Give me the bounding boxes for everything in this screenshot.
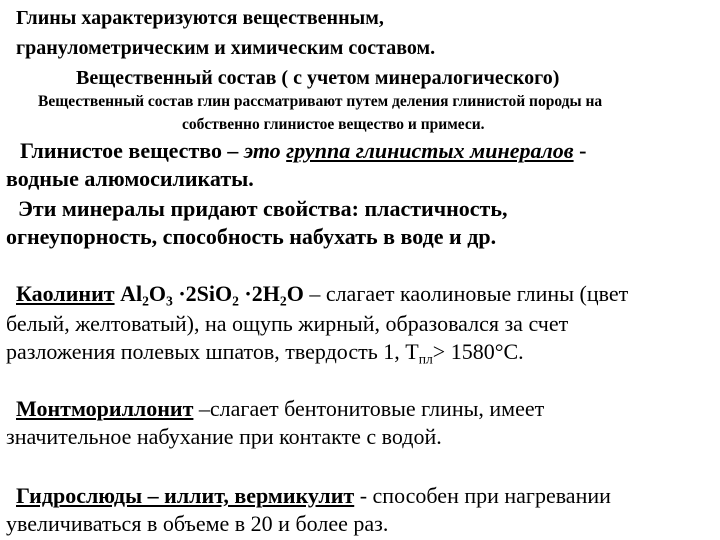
- intro-line-2: гранулометрическим и химическим составом.: [16, 37, 436, 59]
- montmorillonite-desc-1: –слагает бентонитовые глины, имеет: [193, 396, 545, 421]
- clay-substance-line-2: водные алюмосиликаты.: [6, 166, 254, 191]
- kaolinite-line-2: белый, желтоватый), на ощупь жирный, образовался за счет: [6, 311, 569, 336]
- montmorillonite-line-1: [16, 398, 544, 420]
- clay-substance-line-4: огнеупорность, способность набухать в воде и др.: [6, 224, 497, 249]
- kaolinite-line-3: разложения полевых шпатов, твердость 1, $Т_{пл}> 1580^\circ С$.: [6, 339, 524, 367]
- montmorillonite-line-2: значительное набухание при контакте с водой.: [6, 424, 442, 449]
- clay-substance-line-1: [20, 140, 586, 162]
- composition-sub-line-2: собственно глинистое вещество и примеси.: [182, 116, 485, 133]
- hydromica-line-2: увеличиваться в объеме в 20 и более раз.: [6, 511, 389, 536]
- composition-sub-line-1: Вещественный состав глин рассматривают путем деления глинистой породы на: [38, 93, 603, 110]
- hydromica-desc-1: - способен при нагревании: [354, 483, 611, 508]
- hydromica-name: Гидрослюды – иллит, вермикулит: [16, 483, 355, 508]
- kaolinite-line-1: [16, 281, 629, 309]
- clay-substance-line-3: Эти минералы придают свойства: пластичность,: [18, 196, 508, 221]
- clay-minerals-group: группа глинистых минералов: [286, 138, 574, 163]
- kaolinite-formula: $Al_2O_3 \cdot 2SiO_2 \cdot 2H_2O$: [120, 281, 304, 309]
- clay-substance-tail: -: [573, 138, 587, 163]
- kaolinite-desc-1: – слагает каолиновые глины (цвет: [303, 281, 629, 306]
- composition-heading: Вещественный состав ( с учетом минералогического): [76, 67, 560, 89]
- clay-substance-eto: – это: [222, 138, 287, 163]
- intro-line-1: Глины характеризуются вещественным,: [16, 7, 384, 29]
- montmorillonite-name: Монтмориллонит: [16, 396, 194, 421]
- hydromica-line-1: [16, 485, 611, 507]
- clay-substance-term: Глинистое вещество: [20, 138, 222, 163]
- kaolinite-name: Каолинит: [16, 281, 115, 306]
